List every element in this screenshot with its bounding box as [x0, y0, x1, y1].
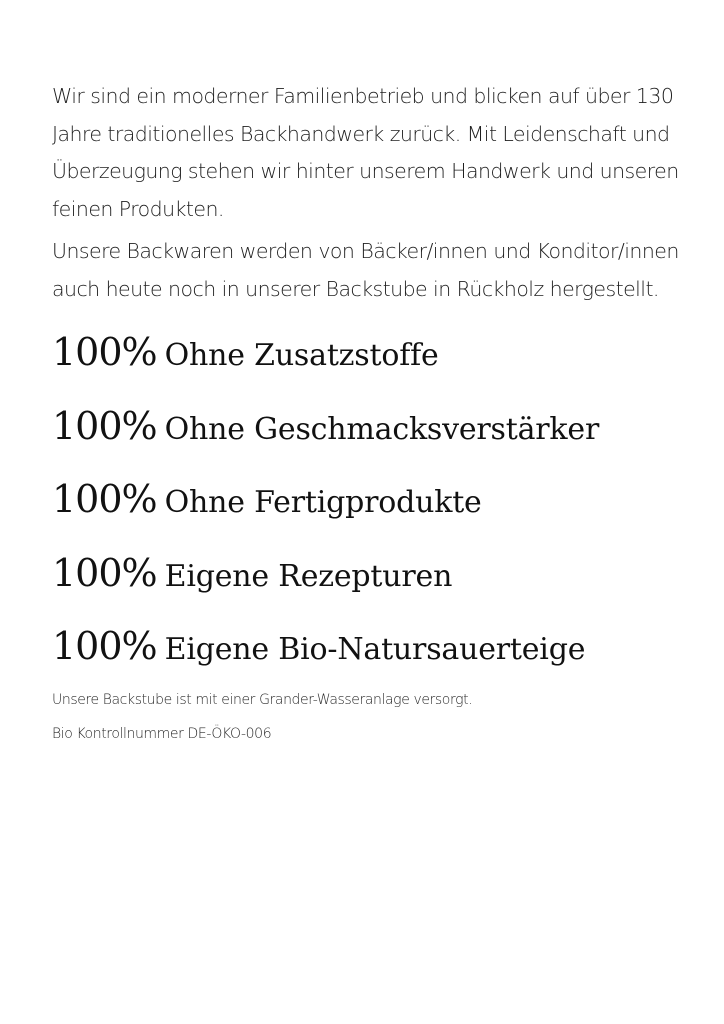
intro-paragraph-family-business: Wir sind ein moderner Familienbetrieb und blicken auf über 130 Jahre traditionelles Backhandwerk zurück. Mit Leidenschaft und Überzeugung stehen wir hinter unserem Handwerk und unseren feinen Produkten. [52, 84, 679, 221]
claim-own-recipes [52, 543, 692, 617]
claim-percent: 100% [52, 624, 157, 668]
claim-text: Ohne Geschmacksverstärker [164, 411, 600, 447]
claim-percent: 100% [52, 403, 157, 448]
claim-text: Eigene Bio-Natursauerteige [164, 632, 586, 667]
claim-own-sourdough [52, 616, 692, 690]
claim-text: Ohne Fertigprodukte [164, 485, 482, 520]
claim-text: Ohne Zusatzstoffe [164, 338, 439, 373]
claim-no-additives [52, 322, 692, 396]
claim-text: Eigene Rezepturen [164, 558, 453, 594]
claim-percent: 100% [52, 550, 157, 595]
intro-paragraph-bakery-location: Unsere Backwaren werden von Bäcker/innen und Konditor/innen auch heute noch in unserer Backstube in Rückholz hergestellt. [52, 239, 679, 301]
note-bio-control-number: Bio Kontrollnummer DE-ÖKO-006 [52, 725, 272, 742]
claim-no-ready-made-products [52, 469, 692, 543]
footnotes [52, 690, 692, 744]
claims-list [52, 322, 692, 690]
claim-percent: 100% [52, 477, 157, 521]
claim-no-flavor-enhancers [52, 396, 692, 470]
claim-percent: 100% [52, 330, 157, 374]
document-page [52, 78, 692, 758]
note-water-system: Unsere Backstube ist mit einer Grander-Wasseranlage versorgt. [52, 691, 473, 708]
